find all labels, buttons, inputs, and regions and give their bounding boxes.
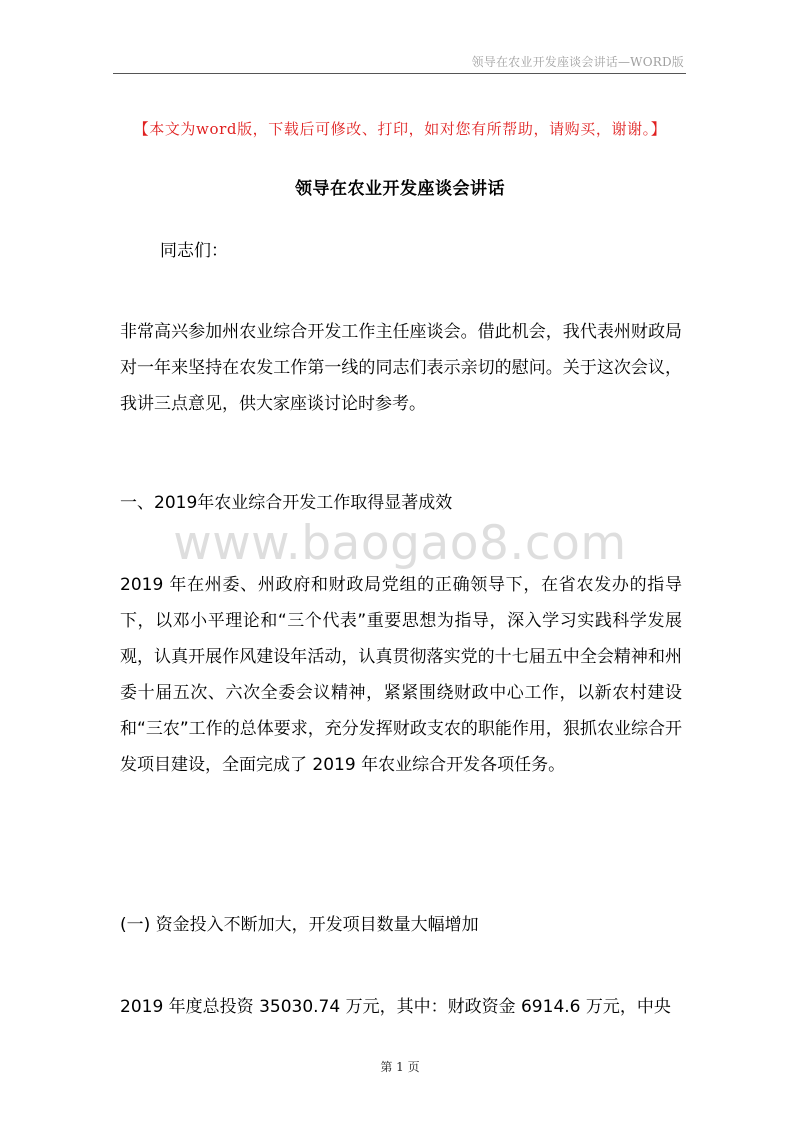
paragraph-1	[120, 314, 682, 422]
paragraph-2	[120, 567, 682, 783]
download-notice: 【本文为word版，下载后可修改、打印，如对您有所帮助，请购买，谢谢。】	[133, 120, 667, 138]
watermark: www.baogao8.com	[173, 516, 627, 571]
subsection-1-heading	[120, 907, 682, 943]
paragraph-3	[120, 989, 682, 1025]
salutation-text: 同志们：	[160, 241, 228, 261]
page-number: 第 1 页	[380, 1060, 420, 1074]
paragraph-3-text: 2019 年度总投资 35030.74 万元，其中：财政资金 6914.6 万元，中央	[120, 997, 671, 1017]
document-title: 领导在农业开发座谈会讲话	[295, 179, 505, 199]
header-divider	[113, 73, 686, 74]
salutation	[160, 233, 560, 269]
running-header: 领导在农业开发座谈会讲话—WORD版	[471, 55, 684, 69]
subsection-1-heading-text: (一) 资金投入不断加大，开发项目数量大幅增加	[120, 915, 479, 935]
section-1-heading-text: 一、2019年农业综合开发工作取得显著成效	[120, 493, 453, 513]
paragraph-2-text: 2019 年在州委、州政府和财政局党组的正确领导下，在省农发办的指导下，以邓小平理论和“三个代表”重要思想为指导，深入学习实践科学发展观，认真开展作风建设年活动，认真贯彻落实党的十七届五中全会精神和州委十届五次、六次全委会议精神，紧紧围绕财政中心工作，以新农村建设和“三农”工作的总体要求，充分发挥财政支农的职能作用，狠抓农业综合开发项目建设，全面完成了 2019 年农业综合开发各项任务。	[120, 575, 682, 775]
paragraph-1-text: 非常高兴参加州农业综合开发工作主任座谈会。借此机会，我代表州财政局对一年来坚持在农发工作第一线的同志们表示亲切的慰问。关于这次会议，我讲三点意见，供大家座谈讨论时参考。	[120, 322, 682, 414]
